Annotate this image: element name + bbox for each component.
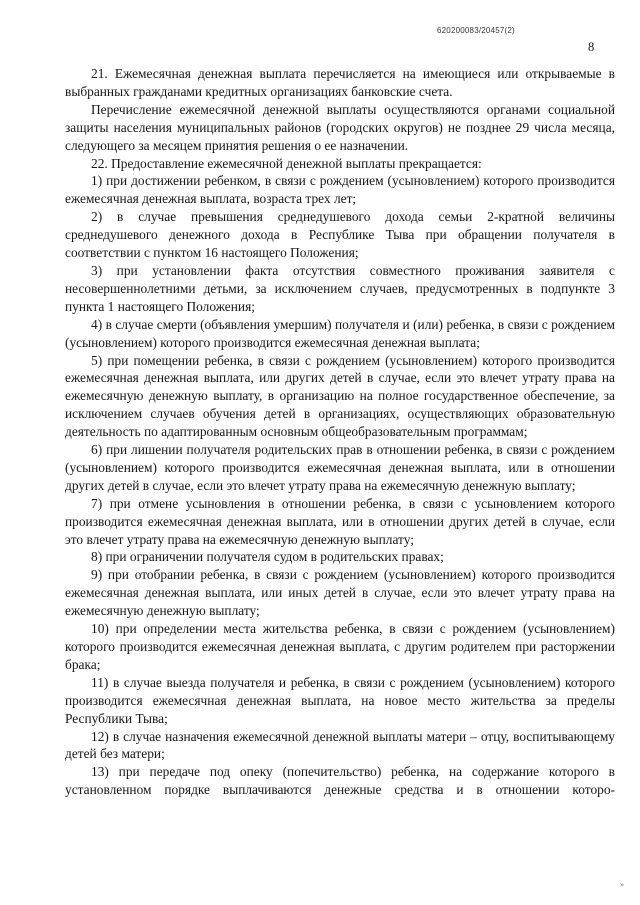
paragraph-22: 22. Предоставление ежемесячной денежной выплаты прекращается: [91, 155, 482, 171]
corner-mark: » [620, 880, 624, 889]
list-item-5: 5) при помещении ребенка, в связи с рождением (усыновлением) которого производится ежемесячная денежная выплата, или других детей в случае, если это влечет утрату права на ежемесячную денежную выплату, в организацию на полное государственное обеспечение, за исключением случаев обучения детей в организациях, осуществляющих образовательную деятельность по адаптированным основным общеобразовательным программам; [65, 352, 615, 440]
list-item-3: 3) при установлении факта отсутствия совместного проживания заявителя с несовершеннолетними детьми, за исключением случаев, предусмотренных в подпункте 3 пункта 1 настоящего Положения; [65, 262, 615, 314]
list-item-6: 6) при лишении получателя родительских прав в отношении ребенка, в связи с рождением (усыновлением) которого производится ежемесячная денежная выплата, или в отношении других детей в случае, если это влечет утрату права на ежемесячную денежную выплату; [65, 442, 615, 493]
document-id: 620200083/20457(2) [437, 26, 515, 35]
list-item-2: 2) в случае превышения среднедушевого дохода семьи 2-кратной величины среднедушевого денежного дохода в Республике Тыва при обращении получателя в соответствии с пунктом 16 настоящего Положения; [65, 209, 615, 261]
list-item-1: 1) при достижении ребенком, в связи с рождением (усыновлением) которого производится ежемесячная денежная выплата, возраста трех лет; [65, 173, 615, 207]
document-body [65, 65, 615, 799]
list-item-9: 9) при отобрании ребенка, в связи с рождением (усыновлением) которого производится ежемесячная денежная выплата, или иных детей в случае, если это влечет утрату права на ежемесячную денежную выплату; [65, 567, 615, 619]
list-item-13: 13) при передаче под опеку (попечительство) ребенка, на содержание которого в установленном порядке выплачиваются денежные средства и в отношении которо- [65, 764, 615, 798]
list-item-10: 10) при определении места жительства ребенка, в связи с рождением (усыновлением) которого производится ежемесячная денежная выплата, с другим родителем при расторжении брака; [65, 621, 615, 672]
list-item-4: 4) в случае смерти (объявления умершим) получателя и (или) ребенка, в связи с рождением (усыновлением) которого производится ежемесячная денежная выплата; [65, 316, 615, 350]
list-item-11: 11) в случае выезда получателя и ребенка, в связи с рождением (усыновлением) которого производится ежемесячная денежная выплата, на новое место жительства за пределы Республики Тыва; [65, 674, 615, 726]
paragraph-21: 21. Ежемесячная денежная выплата перечисляется на имеющиеся или открываемые в выбранных гражданами кредитных организациях банковские счета. [65, 66, 615, 99]
page-number: 8 [588, 40, 595, 54]
paragraph-transfer: Перечисление ежемесячной денежной выплаты осуществляются органами социальной защиты населения муниципальных районов (городских округов) не позднее 29 числа месяца, следующего за месяцем принятия решения о ее назначении. [65, 101, 615, 153]
list-item-8: 8) при ограничении получателя судом в родительских правах; [91, 549, 444, 565]
list-item-12: 12) в случае назначения ежемесячной денежной выплаты матери – отцу, воспитывающему детей без матери; [65, 728, 615, 762]
list-item-7: 7) при отмене усыновления в отношении ребенка, в связи с усыновлением которого производится ежемесячная денежная выплата, или в отношении других детей в случае, если это влечет утрату права на ежемесячную денежную выплату; [65, 495, 615, 547]
